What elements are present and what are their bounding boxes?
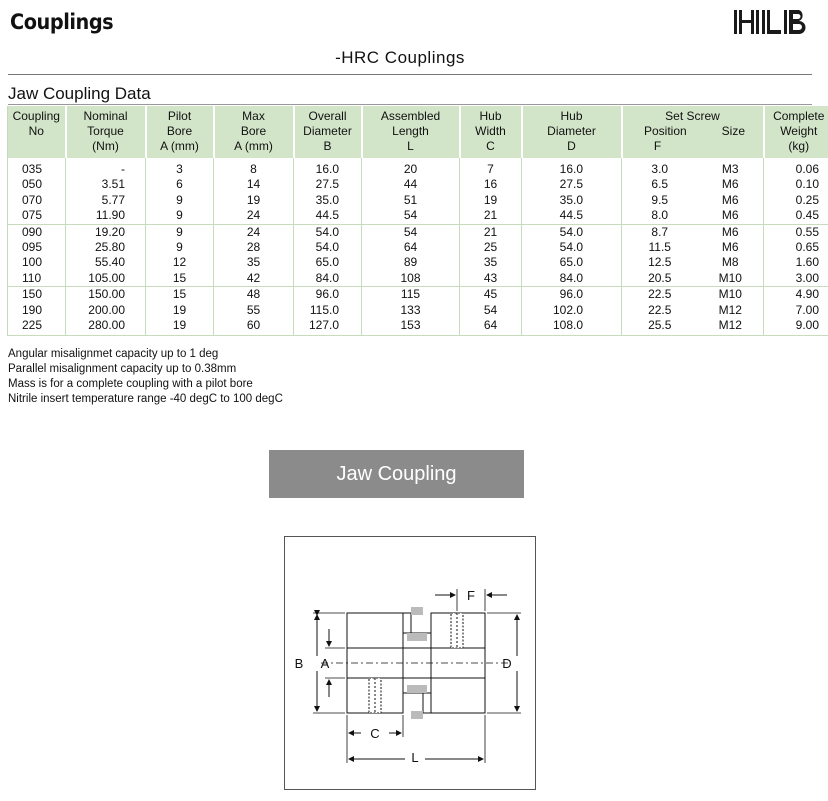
table-cell: 54.0 [522, 240, 622, 255]
col-header-max-bore: Max Bore A (mm) [214, 106, 294, 158]
table-row [8, 224, 828, 240]
table-cell: 35 [214, 255, 294, 270]
table-cell: 100 [8, 255, 66, 270]
table-cell: 6 [146, 177, 214, 192]
table-cell: 64 [362, 240, 460, 255]
table-cell: 60 [214, 318, 294, 336]
table-row [8, 158, 828, 177]
table-cell: M6 [698, 224, 764, 240]
table-row [8, 240, 828, 255]
table-cell: M3 [698, 158, 764, 177]
table-cell: 89 [362, 255, 460, 270]
table-cell: 8 [214, 158, 294, 177]
table-cell: 108.0 [522, 318, 622, 336]
table-cell: 102.0 [522, 303, 622, 318]
table-cell: 65.0 [522, 255, 622, 270]
col-header-assembled-length: Assembled Length L [362, 106, 460, 158]
label-f: F [467, 588, 475, 603]
table-cell: 19 [146, 318, 214, 336]
table-row [8, 303, 828, 318]
table-cell: 075 [8, 208, 66, 224]
table-cell: 64 [460, 318, 522, 336]
table-cell: 25 [460, 240, 522, 255]
table-cell: 0.55 [764, 224, 828, 240]
table-cell: 280.00 [66, 318, 146, 336]
table-cell: 0.25 [795, 192, 820, 207]
table-header-row [8, 106, 828, 158]
table-cell: M6 [698, 177, 764, 192]
note-parallel: Parallel misalignment capacity up to 0.38mm [8, 363, 237, 375]
table-cell: - [66, 158, 146, 177]
table-cell: 96.0 [522, 287, 622, 303]
table-cell: 22.5 [622, 287, 698, 303]
label-c: C [370, 726, 380, 741]
table-cell: 9 [146, 208, 214, 224]
table-cell: 20.5 [648, 270, 672, 285]
table-cell: 96.0 [294, 287, 362, 303]
table-cell: 1.60 [795, 255, 820, 270]
table-cell: 35 [460, 255, 522, 270]
table-cell: 44.5 [522, 208, 622, 224]
notes [8, 347, 283, 407]
table-cell: 21 [460, 224, 522, 240]
table-cell: M6 [698, 193, 764, 208]
table-cell: 9 [146, 224, 214, 240]
table-cell: 150.00 [66, 287, 146, 303]
label-l: L [411, 750, 419, 765]
table-cell: 150 [8, 287, 66, 303]
page-title: Couplings [10, 10, 114, 34]
table-cell: M12 [698, 303, 764, 318]
col-header-hub-width: Hub Width C [460, 106, 522, 158]
note-mass: Mass is for a complete coupling with a pilot bore [8, 378, 253, 390]
col-header-weight: Complete Weight (kg) [764, 106, 828, 158]
table-cell: 45 [460, 287, 522, 303]
table-cell: 133 [362, 303, 460, 318]
table-cell: 19 [460, 193, 522, 208]
table-cell: 84.0 [522, 271, 622, 287]
coupling-drawing [285, 537, 537, 791]
table-cell: 108 [362, 271, 460, 287]
table-cell: 070 [8, 193, 66, 208]
table-cell: 0.65 [795, 240, 820, 255]
table-cell: M8 [698, 255, 764, 270]
hlb-logo [732, 8, 810, 36]
table-cell: 8.0 [651, 208, 669, 223]
table-cell: 54.0 [294, 240, 362, 255]
table-cell: 24 [214, 208, 294, 224]
table-cell: 7.00 [795, 302, 820, 317]
table-cell: 9.5 [651, 192, 669, 207]
table-cell: 0.06 [795, 162, 820, 176]
table-cell: 19.20 [66, 224, 146, 240]
table-cell: 54.0 [522, 224, 622, 240]
table-cell: 21 [460, 208, 522, 224]
table-row [8, 208, 828, 224]
table-cell: 0.10 [795, 177, 820, 192]
table-cell: 35.0 [294, 193, 362, 208]
table-cell: 3.00 [795, 270, 820, 285]
table-cell: 127.0 [294, 318, 362, 336]
table-cell: 43 [460, 271, 522, 287]
table-cell: 090 [8, 224, 66, 240]
table-cell: 190 [8, 303, 66, 318]
table-cell: 14 [214, 177, 294, 192]
table-cell: 105.00 [66, 271, 146, 287]
table-row [8, 193, 828, 208]
table-cell: 11.90 [66, 208, 146, 224]
table-cell: 44.5 [294, 208, 362, 224]
jaw-coupling-banner: Jaw Coupling [269, 450, 524, 498]
table-row [8, 271, 828, 287]
section-title: Jaw Coupling Data [8, 84, 151, 103]
col-header-set-screw: Set Screw Position Size F [622, 106, 764, 158]
table-cell: 9 [146, 240, 214, 255]
table-cell: 12.5 [648, 255, 672, 270]
table-cell: 19 [214, 193, 294, 208]
table-cell: 22.5 [648, 302, 672, 317]
table-cell: 20 [362, 158, 460, 177]
table-cell: 153 [362, 318, 460, 336]
label-b: B [294, 656, 304, 671]
table-cell: 35.0 [522, 193, 622, 208]
table-cell: 51 [362, 193, 460, 208]
table-cell: M6 [698, 240, 764, 255]
col-header-torque: Nominal Torque (Nm) [66, 106, 146, 158]
table-cell: 27.5 [294, 177, 362, 192]
table-cell: 4.90 [764, 287, 828, 303]
label-d: D [502, 656, 512, 671]
table-cell: 225 [8, 318, 66, 336]
table-cell: 54.0 [294, 224, 362, 240]
table-cell: 65.0 [294, 255, 362, 270]
col-header-set-screw-size: Size [721, 124, 746, 138]
table-cell: 15 [146, 271, 214, 287]
note-temperature: Nitrile insert temperature range -40 degC to 100 degC [8, 393, 283, 405]
table-cell: 035 [8, 158, 66, 177]
table-row [8, 177, 828, 192]
table-cell: 12 [146, 255, 214, 270]
table-cell: 5.77 [66, 193, 146, 208]
table-cell: 16.0 [294, 158, 362, 177]
table-cell: 25.5 [622, 318, 698, 336]
table-cell: M6 [698, 208, 764, 224]
table-cell: 3.0 [651, 162, 669, 176]
table-cell: 16 [460, 177, 522, 192]
table-cell: 44 [362, 177, 460, 192]
table-cell: 050 [8, 177, 66, 192]
table-cell: 48 [214, 287, 294, 303]
table-cell: 42 [214, 271, 294, 287]
table-cell: 110 [8, 271, 66, 287]
table-cell: 3.51 [66, 177, 146, 192]
col-header-coupling: Coupling No [8, 106, 66, 158]
table-cell: 115 [362, 287, 460, 303]
table-cell: 095 [8, 240, 66, 255]
label-a: A [320, 656, 330, 671]
col-header-hub-diameter: Hub Diameter D [522, 106, 622, 158]
table-cell: M12 [698, 318, 764, 336]
title-rule [8, 74, 812, 75]
table-cell: 8.7 [622, 224, 698, 240]
table-cell: 7 [460, 158, 522, 177]
table-cell: 15 [146, 287, 214, 303]
col-header-overall-diameter: Overall Diameter B [294, 106, 362, 158]
table-cell: 9 [146, 193, 214, 208]
table-cell: 0.45 [795, 208, 820, 223]
section-rule [8, 104, 812, 105]
table-cell: 54 [362, 224, 460, 240]
table-row [8, 318, 828, 336]
table-cell: 54 [460, 303, 522, 318]
col-header-set-screw-position: Position [643, 124, 687, 138]
table-cell: 54 [362, 208, 460, 224]
table-cell: 28 [214, 240, 294, 255]
table-cell: 24 [214, 224, 294, 240]
table-cell: 84.0 [294, 271, 362, 287]
table-row [8, 255, 828, 270]
table-row [8, 287, 828, 303]
subtitle: -HRC Couplings [335, 48, 465, 67]
coupling-diagram [284, 536, 536, 790]
table-cell: 9.00 [764, 318, 828, 336]
jaw-coupling-table [7, 106, 828, 336]
table-cell: 25.80 [66, 240, 146, 255]
table-cell: M10 [698, 287, 764, 303]
col-header-pilot-bore: Pilot Bore A (mm) [146, 106, 214, 158]
table-cell: 11.5 [648, 240, 671, 255]
note-angular: Angular misalignmet capacity up to 1 deg [8, 348, 219, 360]
table-cell: 27.5 [522, 177, 622, 192]
table-cell: 200.00 [66, 303, 146, 318]
table-cell: 6.5 [651, 177, 669, 192]
table-cell: 3 [146, 158, 214, 177]
table-cell: 55 [214, 303, 294, 318]
table-cell: 19 [146, 303, 214, 318]
table-cell: M10 [698, 271, 764, 287]
table-cell: 55.40 [66, 255, 146, 270]
table-cell: 115.0 [294, 303, 362, 318]
table-cell: 16.0 [522, 158, 622, 177]
